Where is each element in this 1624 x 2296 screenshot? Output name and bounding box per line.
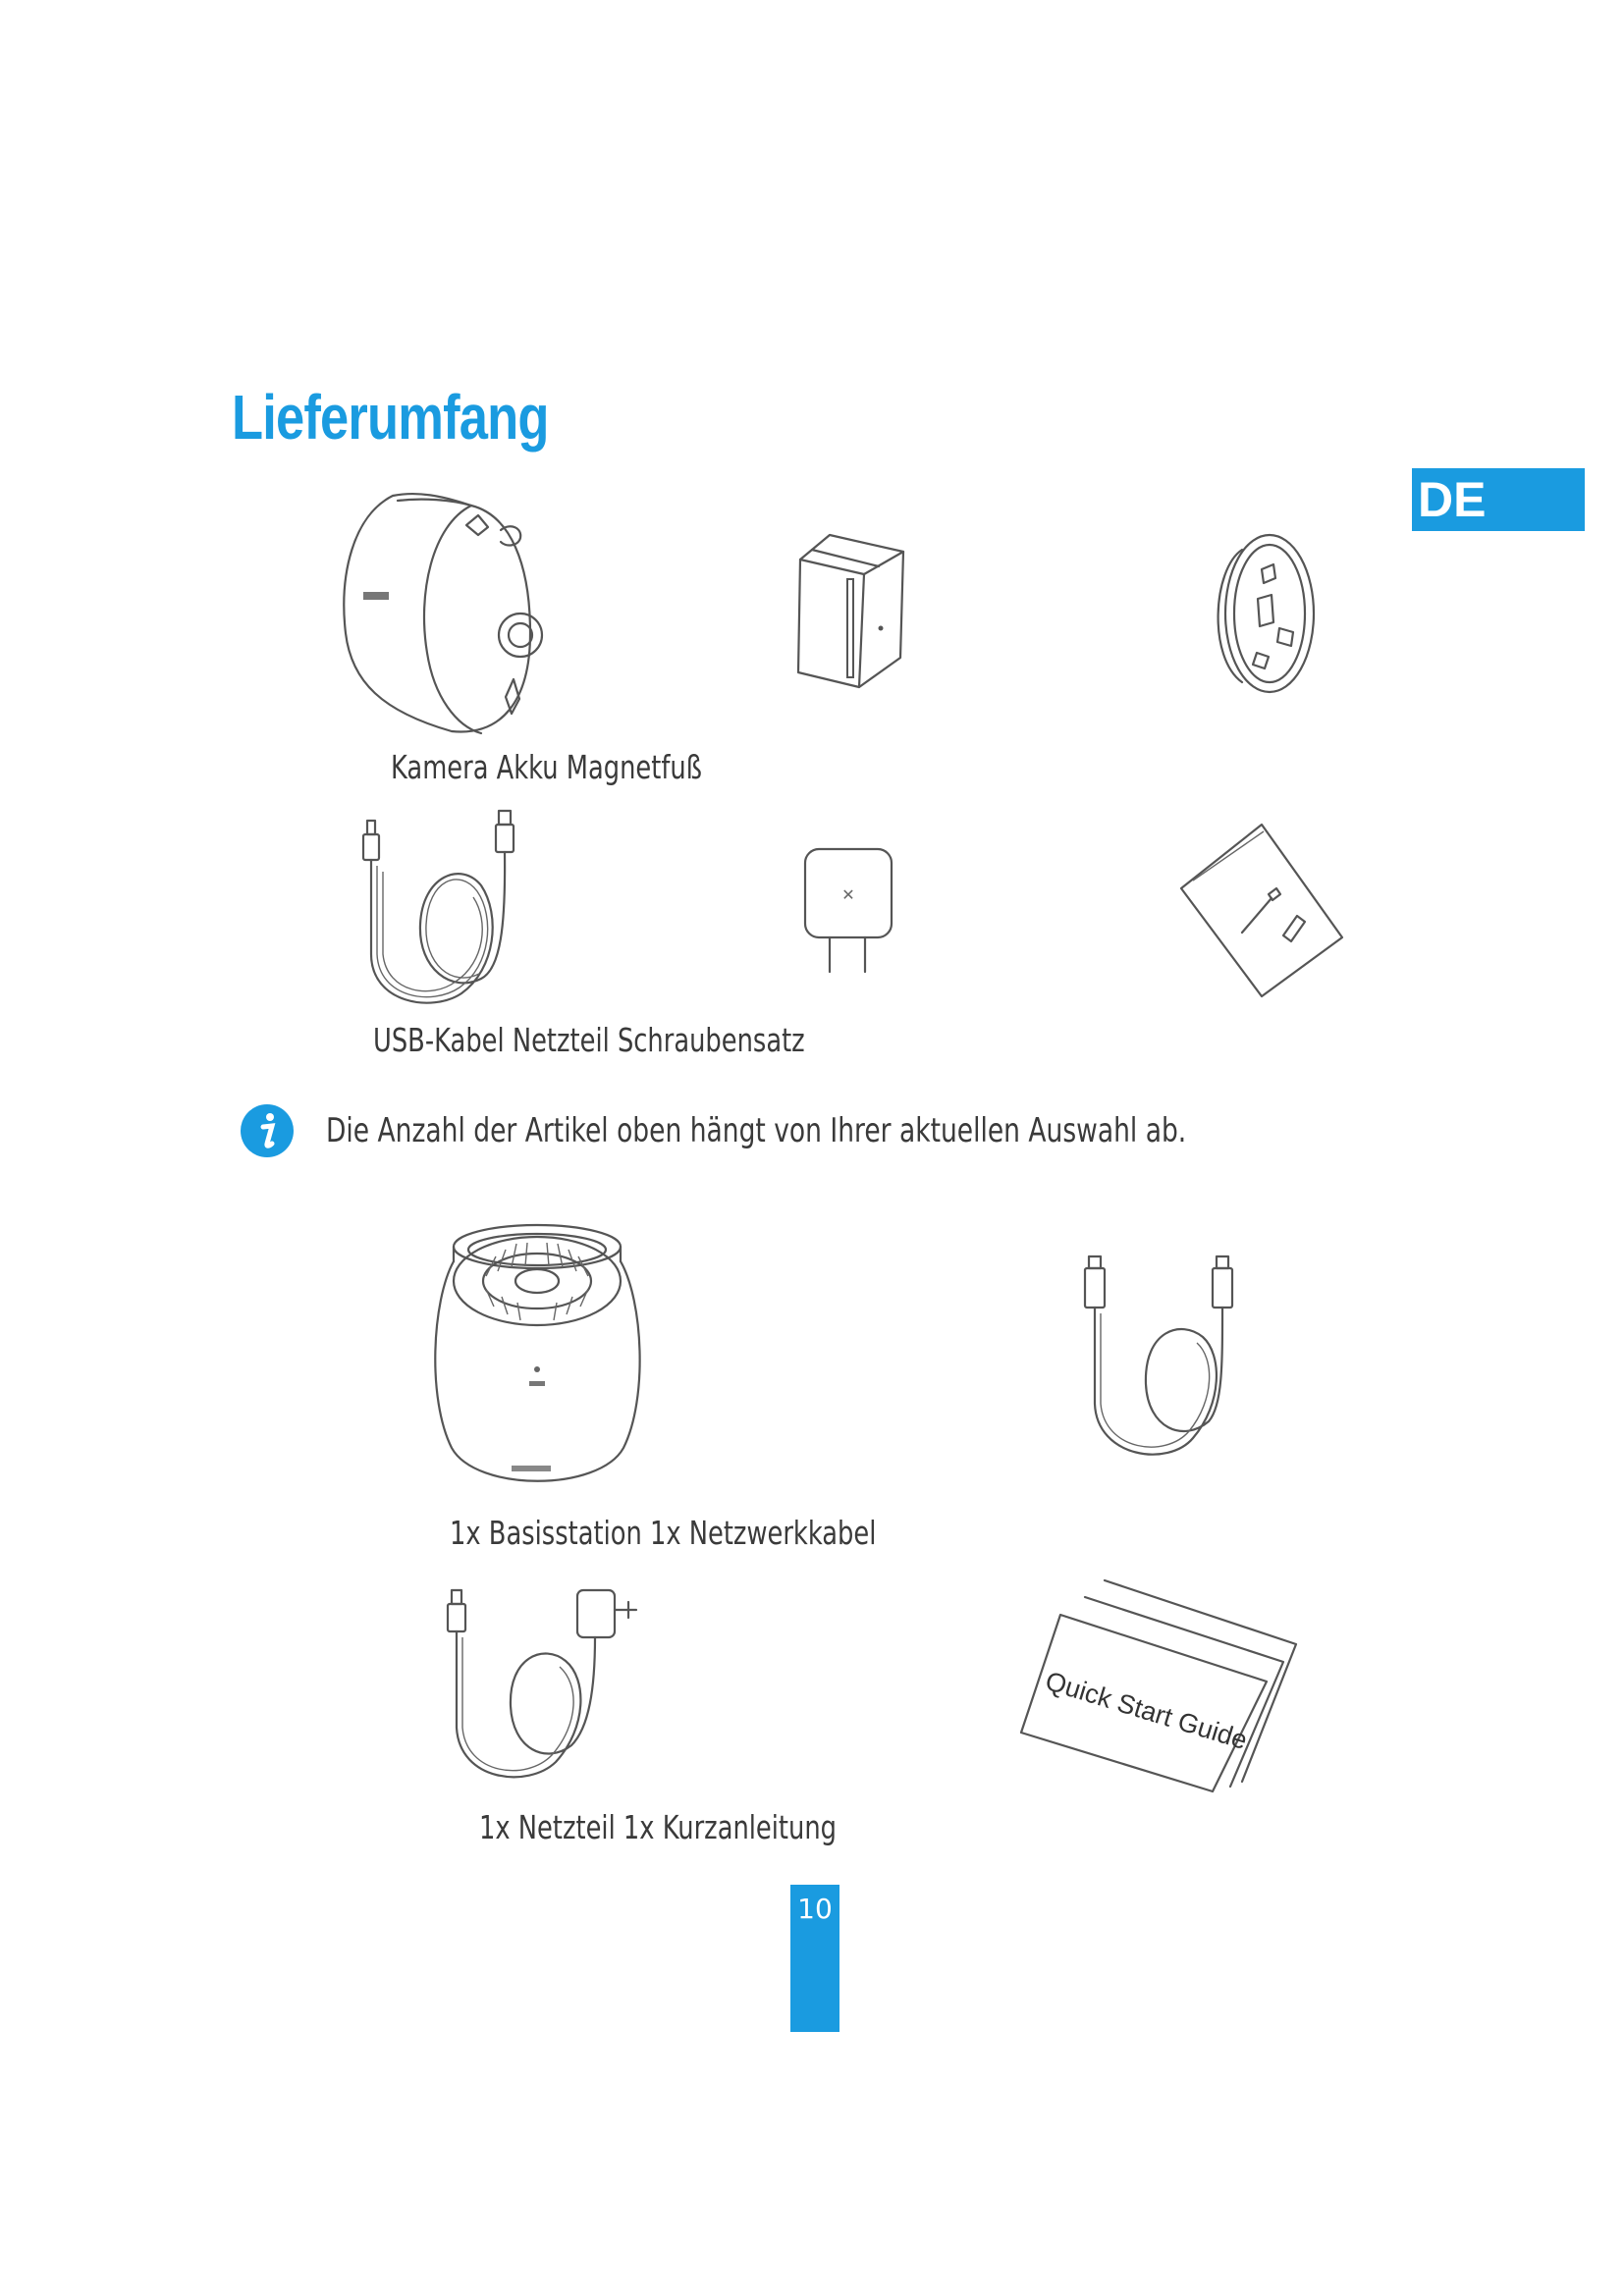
- row2-caption: USB-Kabel Netzteil Schraubensatz: [373, 1021, 805, 1059]
- guide-cover-text: Quick Start Guide: [1042, 1666, 1251, 1756]
- row3-caption: 1x Basisstation 1x Netzwerkkabel: [450, 1514, 877, 1552]
- svg-text:✕: ✕: [841, 885, 855, 904]
- power-adapter-illustration: [800, 844, 898, 977]
- row4-caption: 1x Netzteil 1x Kurzanleitung: [479, 1808, 837, 1846]
- quick-start-guide-illustration: [1016, 1575, 1301, 1796]
- row1-caption: Kamera Akku Magnetfuß: [391, 748, 702, 786]
- power-adapter-cable-illustration: [440, 1580, 646, 1791]
- page-title: Lieferumfang: [232, 382, 549, 453]
- base-station-illustration: [427, 1222, 648, 1497]
- language-tab: DE: [1412, 468, 1585, 531]
- screw-kit-illustration: [1173, 820, 1350, 1001]
- network-cable-illustration: [1075, 1256, 1242, 1468]
- magnetic-mount-illustration: [1203, 530, 1321, 697]
- page-number: 10: [790, 1885, 839, 2032]
- camera-illustration: [334, 486, 540, 741]
- info-icon: [240, 1103, 295, 1158]
- battery-illustration: [790, 530, 908, 692]
- info-note-text: Die Anzahl der Artikel oben hängt von Ihrer aktuellen Auswahl ab.: [326, 1111, 1187, 1150]
- usb-cable-illustration: [353, 807, 530, 1013]
